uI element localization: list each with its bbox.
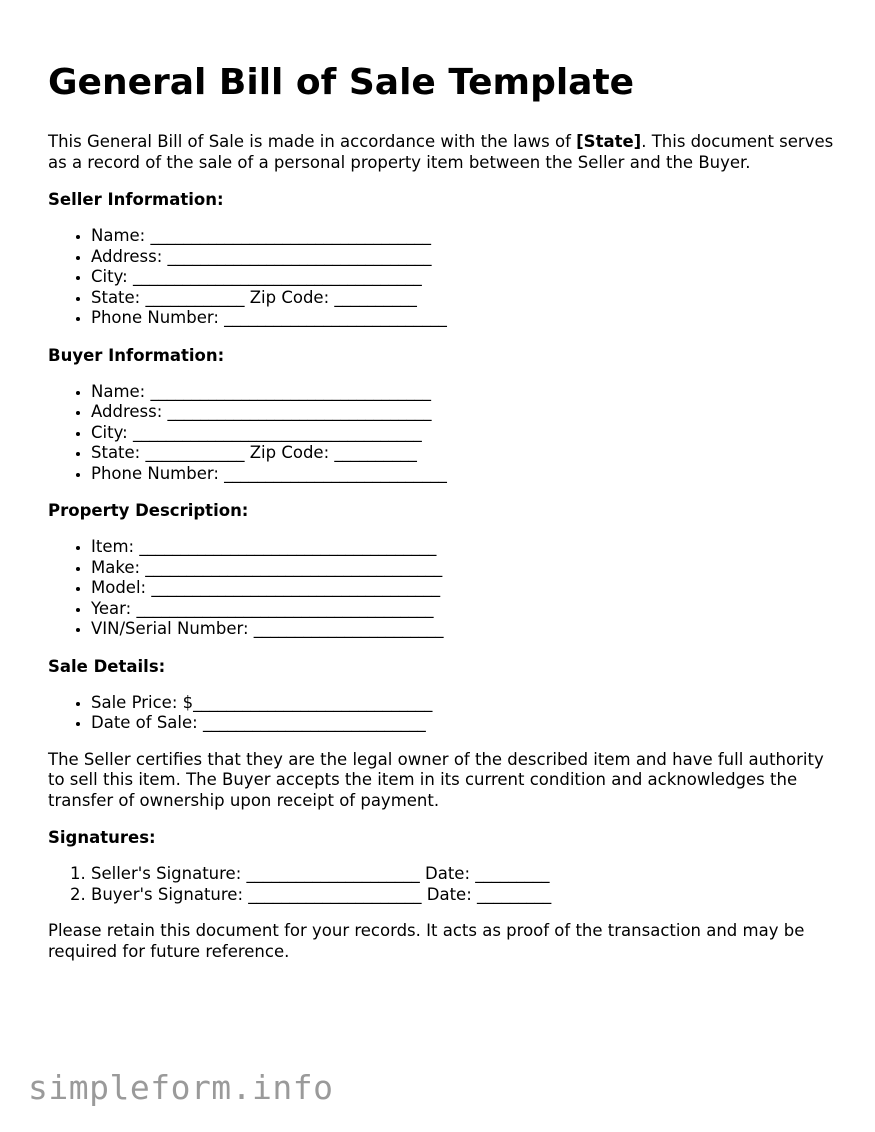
sale-price-field[interactable]: • Sale Price: $_____________________________: [91, 693, 838, 714]
seller-heading: Seller Information:: [48, 190, 224, 209]
sale-date-field[interactable]: • Date of Sale: ___________________________: [91, 713, 838, 734]
property-model-field[interactable]: • Model: ___________________________________: [91, 578, 838, 599]
buyer-phone-field[interactable]: • Phone Number: ___________________________: [91, 464, 838, 485]
seller-phone-field[interactable]: • Phone Number: ___________________________: [91, 308, 838, 329]
property-heading: Property Description:: [48, 501, 249, 520]
sale-heading: Sale Details:: [48, 656, 166, 676]
seller-name-field[interactable]: • Name: __________________________________: [91, 226, 838, 247]
seller-city-field[interactable]: • City: ___________________________________: [91, 267, 838, 288]
intro-text-after: . This document serves as a record of the sale of a personal property item between the Seller and the Buyer.: [48, 132, 834, 172]
buyer-city-field[interactable]: • City: ___________________________________: [91, 423, 838, 444]
signature-fields: [48, 864, 838, 905]
document-page: [48, 0, 838, 962]
intro-paragraph: [48, 132, 838, 173]
certification-paragraph: The Seller certifies that they are the legal owner of the described item and have full authority to sell this item. The Buyer accepts the item in its current condition and acknowledges the transfer of ownership upon receipt of payment.: [48, 749, 824, 810]
property-vin-field[interactable]: • VIN/Serial Number: _______________________: [91, 619, 838, 640]
buyer-heading: Buyer Information:: [48, 345, 225, 365]
buyer-state-zip-field[interactable]: • State: ____________ Zip Code: __________: [91, 443, 838, 464]
signatures-heading: Signatures:: [48, 828, 156, 847]
property-item-field[interactable]: • Item: ____________________________________: [91, 537, 838, 558]
seller-fields: [48, 226, 838, 329]
property-fields: [48, 537, 838, 640]
intro-text-before: This General Bill of Sale is made in accordance with the laws of: [48, 132, 577, 151]
buyer-signature-field[interactable]: 2. Buyer's Signature: _____________________ Date: _________: [91, 885, 838, 906]
closing-paragraph: Please retain this document for your records. It acts as proof of the transaction and may be required for future reference.: [48, 921, 805, 961]
seller-state-zip-field[interactable]: • State: ____________ Zip Code: __________: [91, 288, 838, 309]
sale-fields: [48, 693, 838, 734]
property-year-field[interactable]: • Year: ____________________________________: [91, 599, 838, 620]
seller-signature-field[interactable]: 1. Seller's Signature: _____________________ Date: _________: [91, 864, 838, 885]
seller-address-field[interactable]: • Address: ________________________________: [91, 247, 838, 268]
buyer-fields: [48, 382, 838, 485]
document-title: General Bill of Sale Template: [48, 62, 635, 103]
buyer-address-field[interactable]: • Address: ________________________________: [91, 402, 838, 423]
buyer-name-field[interactable]: • Name: __________________________________: [91, 382, 838, 403]
watermark: simpleform.info: [28, 1068, 334, 1107]
property-make-field[interactable]: • Make: ____________________________________: [91, 558, 838, 579]
state-placeholder: [State]: [576, 132, 642, 151]
